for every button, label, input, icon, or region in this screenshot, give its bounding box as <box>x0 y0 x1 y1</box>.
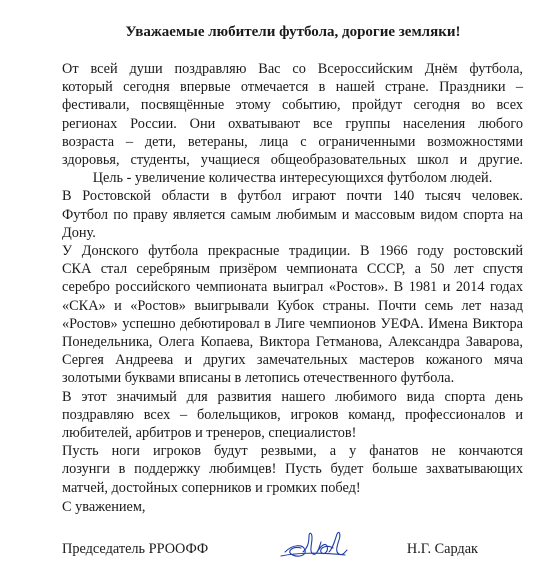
paragraph-line: Сергея Андреева и других замечательных мастеров кожаного мяча <box>62 352 523 369</box>
paragraph-line: золотыми буквами вписаны в летопись отечественного футбола. <box>62 370 455 387</box>
paragraph-line: Цель - увеличение количества интересующихся футболом людей. <box>92 170 493 187</box>
paragraph-line: любителей, арбитров и тренеров, специалистов! <box>62 425 357 442</box>
paragraph-line: серебро российского чемпионата выиграл «Ростов». В 1981 и 2014 годах <box>62 279 523 296</box>
handwritten-signature <box>279 522 349 566</box>
paragraph-line: который сегодня впервые отмечается в нашей стране. Праздники – <box>62 79 523 96</box>
paragraph-3 <box>29 242 523 388</box>
letter-page <box>29 0 523 582</box>
paragraph-line: возраста – дети, ветераны, лица с ограниченными возможностями <box>62 133 523 150</box>
signer-position: Председатель РРООФФ <box>62 541 209 557</box>
paragraph-4 <box>29 388 523 443</box>
paragraph-line: поздравляю всех – болельщиков, игроков команд, профессионалов и <box>62 406 523 423</box>
paragraph-2 <box>29 187 523 242</box>
paragraph-line: «СКА» и «Ростов» выигрывали Кубок страны. Почти семь лет назад <box>62 297 523 314</box>
paragraph-line: лозунги в поддержку любимцев! Пусть будет больше захватывающих <box>62 461 523 478</box>
paragraph-line: регионах России. Они охватывают все группы населения любого <box>62 115 523 132</box>
paragraph-line: фестивали, посвящённые этому событию, пройдут сегодня во всех <box>62 97 523 114</box>
paragraph-line: От всей души поздравляю Вас со Всероссийским Днём футбола, <box>62 61 523 77</box>
paragraph-line: здоровья, студенты, учащиеся общеобразовательных школ и другие. <box>62 152 523 169</box>
paragraph-line: В этот значимый для развития нашего любимого вида спорта день <box>62 388 523 405</box>
paragraph-line: Пусть ноги игроков будут резвыми, а у фанатов не кончаются <box>62 443 523 460</box>
paragraph-5 <box>29 442 523 497</box>
paragraph-line: «Ростов» успешно дебютировал в Лиге чемпионов УЕФА. Имена Виктора <box>62 315 523 332</box>
paragraph-line: Футбол по праву является самым любимым и массовым видом спорта на <box>62 206 523 223</box>
paragraph-line: Дону. <box>62 224 96 241</box>
closing-salutation: С уважением, <box>62 499 146 515</box>
paragraph-line: матчей, достойных соперников и громких побед! <box>62 479 361 496</box>
paragraph-line: У Донского футбола прекрасные традиции. В 1966 году ростовский <box>62 243 523 260</box>
letter-heading: Уважаемые любители футбола, дорогие земляки! <box>125 24 461 40</box>
signer-name: Н.Г. Сардак <box>406 541 478 557</box>
letter-body <box>29 60 523 497</box>
signature-block <box>29 540 523 574</box>
paragraph-line: В Ростовской области в футбол играют почти 140 тысяч человек. <box>62 188 523 205</box>
paragraph-1 <box>29 60 523 187</box>
paragraph-line: Понедельника, Олега Копаева, Виктора Гетманова, Александра Заварова, <box>62 334 523 351</box>
paragraph-line: СКА стал серебряным призёром чемпионата СССР, а 50 лет спустя <box>62 261 523 278</box>
